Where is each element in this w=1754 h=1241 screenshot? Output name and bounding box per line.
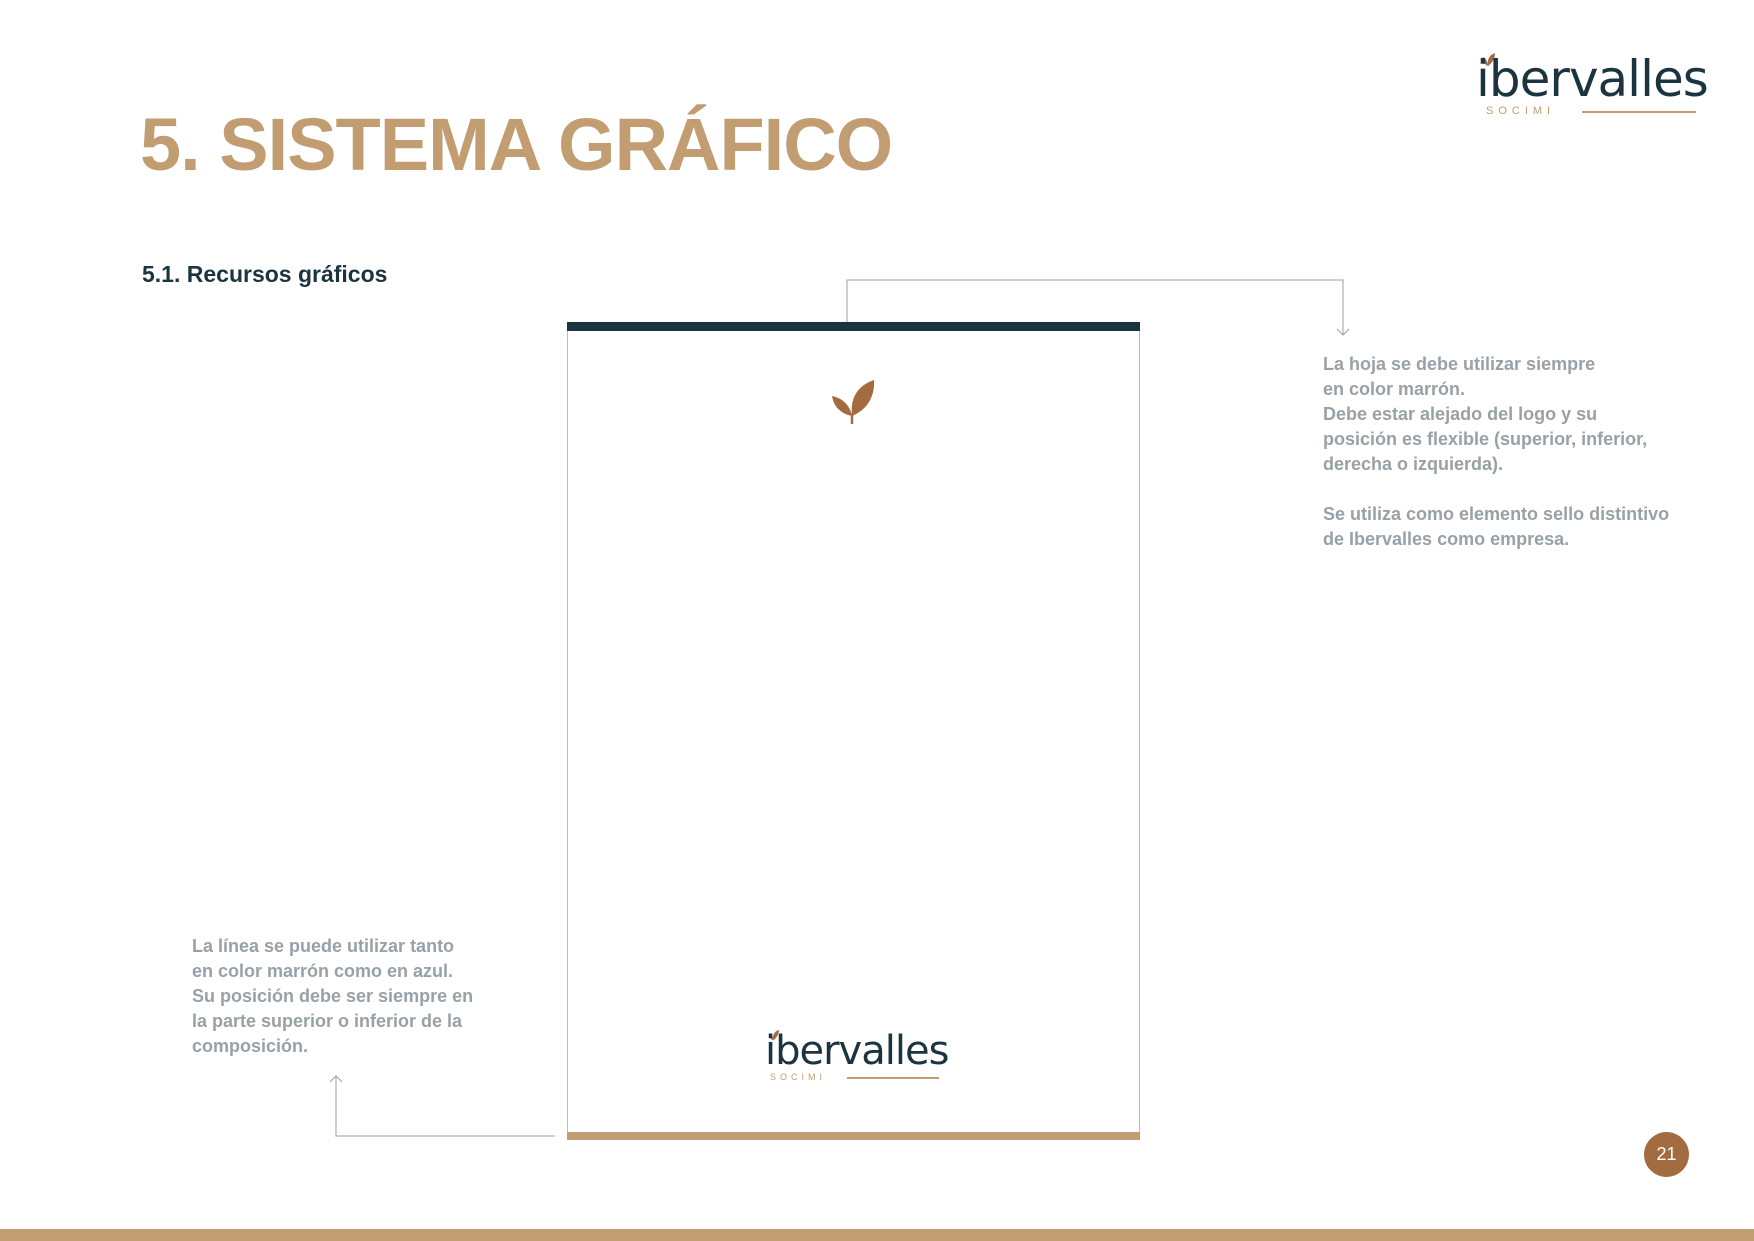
section-subtitle: 5.1. Recursos gráficos (142, 261, 388, 287)
logo-tagline: SOCIMI (1486, 105, 1556, 117)
line-usage-note: La línea se puede utilizar tanto en color marrón como en azul. Su posición debe ser siempre en la parte superior o inferior de la composición. (192, 936, 474, 1056)
sheet-logo-wordmark: ibervalles (765, 1028, 949, 1074)
logo-wordmark: ibervalles (1476, 50, 1708, 108)
footer-band (0, 1229, 1754, 1241)
sheet-logo (765, 1027, 949, 1083)
leaf-icon (830, 378, 876, 426)
sheet-mockup (567, 322, 1140, 1140)
leaf-usage-note: La hoja se debe utilizar siempre en color marrón. Debe estar alejado del logo y su posición es flexible (superior, inferior, derecha o izquierda). Se utiliza como elemento sello distintivo de Ibervalles como empresa. (1323, 354, 1670, 549)
sheet-logo-tagline: SOCIMI (770, 1072, 827, 1082)
sheet-top-line (567, 322, 1140, 331)
sheet-bottom-line (567, 1132, 1140, 1140)
sheet-logo-underline (847, 1077, 939, 1079)
page-title: 5. SISTEMA GRÁFICO (140, 103, 893, 186)
page-number-badge: 21 (1644, 1132, 1689, 1177)
